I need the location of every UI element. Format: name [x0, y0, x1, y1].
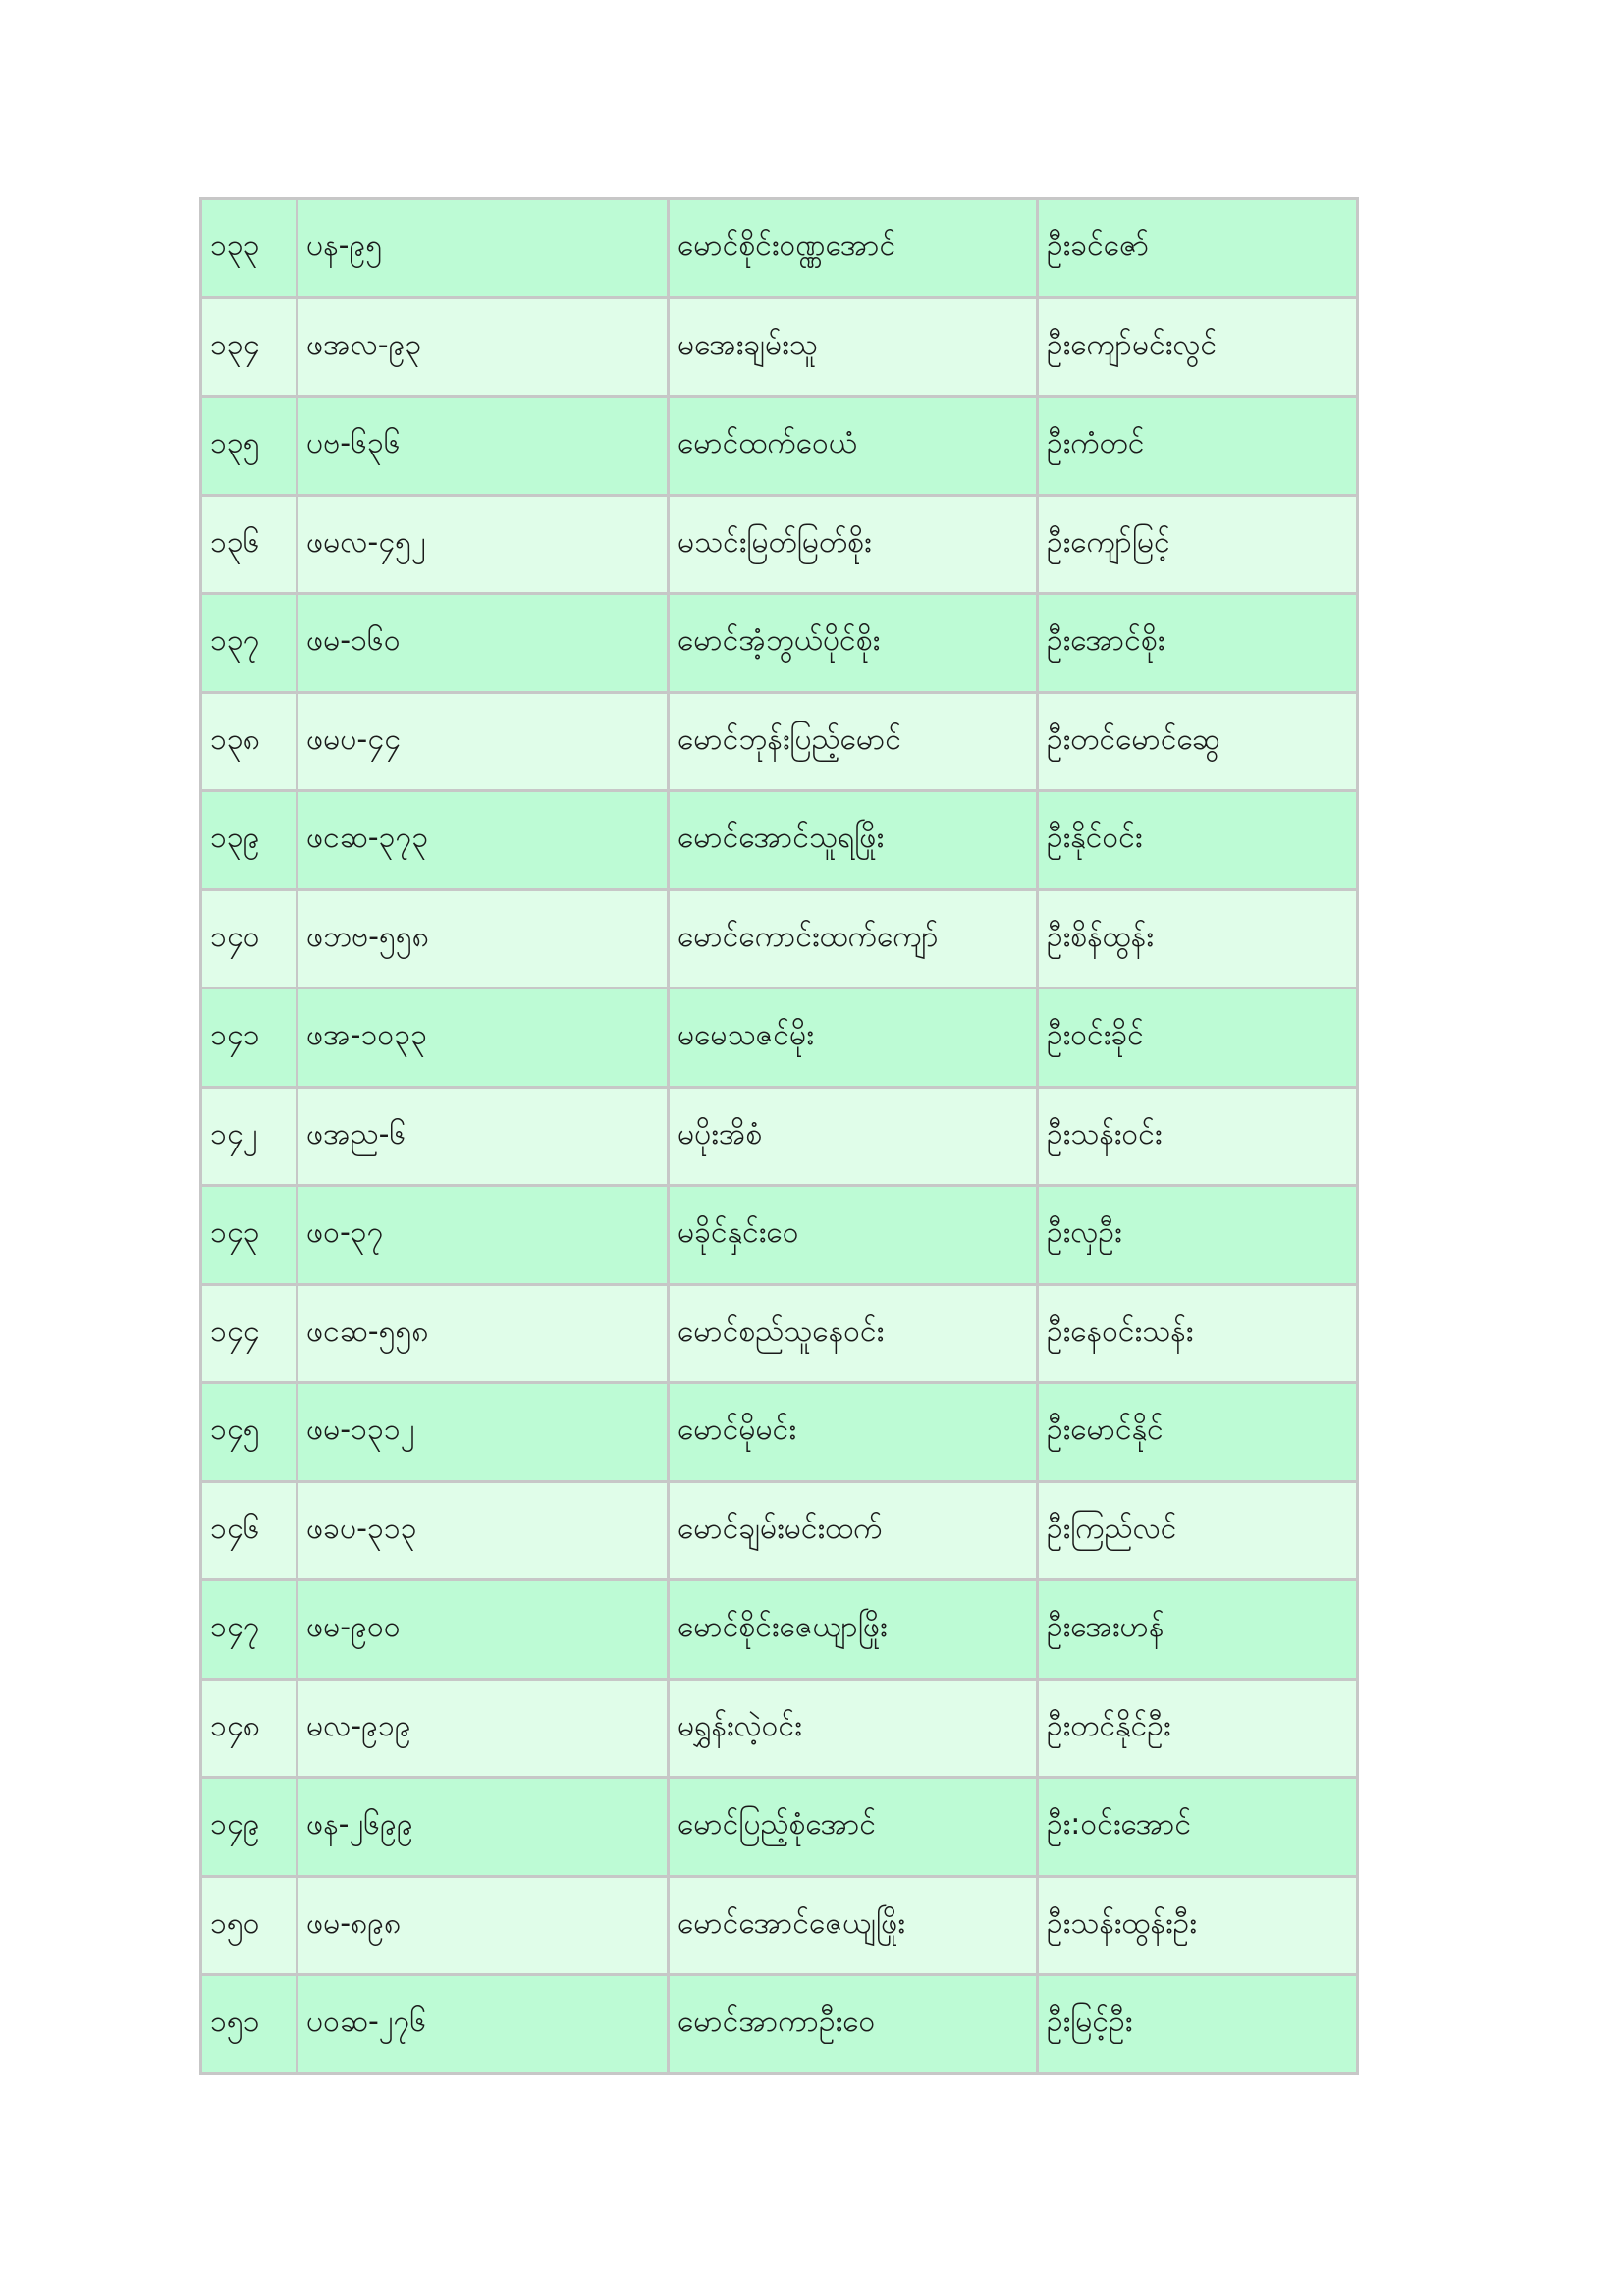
row-number-cell: ၁၄၆ — [201, 1481, 298, 1580]
father-name-cell: ဦးနေဝင်းသန်း — [1038, 1284, 1358, 1383]
row-number-cell: ၁၅၁ — [201, 1975, 298, 2074]
table-row — [201, 1679, 1358, 1778]
father-name-cell: ဦးဝင်းခိုင် — [1038, 988, 1358, 1088]
student-name-cell: မောင်ပြည့်စုံအောင် — [669, 1778, 1038, 1877]
student-name-cell: မောင်ဘုန်းပြည့်မောင် — [669, 692, 1038, 791]
table-row — [201, 1481, 1358, 1580]
student-name-cell: မအေးချမ်းသူ — [669, 297, 1038, 397]
table-row — [201, 1383, 1358, 1482]
registration-number-cell: ဖဘဗ-၅၅၈ — [298, 889, 669, 988]
table-row — [201, 397, 1358, 496]
table-row — [201, 791, 1358, 890]
row-number-cell: ၁၄၄ — [201, 1284, 298, 1383]
table-row — [201, 199, 1358, 298]
registration-number-cell: ဖခပ-၃၁၃ — [298, 1481, 669, 1580]
student-name-cell: မောင်စိုင်းဇေယျာဖြိုး — [669, 1580, 1038, 1680]
father-name-cell: ဦးနိုင်ဝင်း — [1038, 791, 1358, 890]
registration-number-cell: ဖငဆ-၅၅၈ — [298, 1284, 669, 1383]
father-name-cell: ဦးတင်မောင်ဆွေ — [1038, 692, 1358, 791]
table-row — [201, 594, 1358, 693]
registration-number-cell: ပဗ-၆၃၆ — [298, 397, 669, 496]
father-name-cell: ဦးမောင်နိုင် — [1038, 1383, 1358, 1482]
table-row — [201, 1778, 1358, 1877]
father-name-cell: ဦးကျော်မင်းလွင် — [1038, 297, 1358, 397]
student-name-cell: မောင်အံ့ဘွယ်ပိုင်စိုး — [669, 594, 1038, 693]
table-body — [201, 199, 1358, 2074]
father-name-cell: ဦးစိန်ထွန်း — [1038, 889, 1358, 988]
registration-number-cell: ဖမ-၁၃၁၂ — [298, 1383, 669, 1482]
student-name-cell: မောင်ချမ်းမင်းထက် — [669, 1481, 1038, 1580]
row-number-cell: ၁၅၀ — [201, 1876, 298, 1975]
registration-number-cell: ဖငဆ-၃၇၃ — [298, 791, 669, 890]
table-row — [201, 1284, 1358, 1383]
row-number-cell: ၁၄၈ — [201, 1679, 298, 1778]
row-number-cell: ၁၄၅ — [201, 1383, 298, 1482]
registration-number-cell: ပဝဆ-၂၇၆ — [298, 1975, 669, 2074]
student-name-cell: မောင်စိုင်းဝဏ္ဏအောင် — [669, 199, 1038, 298]
row-number-cell: ၁၃၅ — [201, 397, 298, 496]
row-number-cell: ၁၃၈ — [201, 692, 298, 791]
row-number-cell: ၁၃၃ — [201, 199, 298, 298]
father-name-cell: ဦးကျော်မြင့် — [1038, 495, 1358, 594]
registration-number-cell: ဖမလ-၄၅၂ — [298, 495, 669, 594]
student-name-cell: မမေသဇင်မိုး — [669, 988, 1038, 1088]
table-row — [201, 297, 1358, 397]
registration-number-cell: ဖအ-၁၀၃၃ — [298, 988, 669, 1088]
student-name-cell: မခိုင်နှင်းဝေ — [669, 1186, 1038, 1285]
table-row — [201, 1975, 1358, 2074]
row-number-cell: ၁၃၇ — [201, 594, 298, 693]
father-name-cell: ဦးတင်နိုင်ဦး — [1038, 1679, 1358, 1778]
student-list-table — [199, 197, 1359, 2075]
row-number-cell: ၁၄၀ — [201, 889, 298, 988]
father-name-cell: ဦးကံတင် — [1038, 397, 1358, 496]
student-name-cell: မရွှန်းလဲ့ဝင်း — [669, 1679, 1038, 1778]
row-number-cell: ၁၄၉ — [201, 1778, 298, 1877]
student-name-cell: မောင်ကောင်းထက်ကျော် — [669, 889, 1038, 988]
father-name-cell: ဦးသန်းဝင်း — [1038, 1087, 1358, 1186]
registration-number-cell: ဖန-၂၆၉၉ — [298, 1778, 669, 1877]
table-row — [201, 692, 1358, 791]
registration-number-cell: ဖမပ-၄၄ — [298, 692, 669, 791]
student-name-cell: မောင်အောင်ဇေယျဖြိုး — [669, 1876, 1038, 1975]
row-number-cell: ၁၄၁ — [201, 988, 298, 1088]
row-number-cell: ၁၄၂ — [201, 1087, 298, 1186]
row-number-cell: ၁၃၆ — [201, 495, 298, 594]
registration-number-cell: ပန-၉၅ — [298, 199, 669, 298]
student-name-cell: မောင်အောင်သူရဖြိုး — [669, 791, 1038, 890]
row-number-cell: ၁၄၃ — [201, 1186, 298, 1285]
registration-number-cell: ဖမ-၉၀၀ — [298, 1580, 669, 1680]
row-number-cell: ၁၄၇ — [201, 1580, 298, 1680]
table-row — [201, 1876, 1358, 1975]
row-number-cell: ၁၃၉ — [201, 791, 298, 890]
father-name-cell: ဦး:ဝင်းအောင် — [1038, 1778, 1358, 1877]
table-row — [201, 495, 1358, 594]
registration-number-cell: ဖအည-၆ — [298, 1087, 669, 1186]
student-name-cell: မပိုးအိစံ — [669, 1087, 1038, 1186]
father-name-cell: ဦးသန်းထွန်းဦး — [1038, 1876, 1358, 1975]
row-number-cell: ၁၃၄ — [201, 297, 298, 397]
student-name-cell: မောင်အာကာဦးဝေ — [669, 1975, 1038, 2074]
table-row — [201, 889, 1358, 988]
registration-number-cell: ဖဝ-၃၇ — [298, 1186, 669, 1285]
table-row — [201, 1186, 1358, 1285]
father-name-cell: ဦးအေးဟန် — [1038, 1580, 1358, 1680]
student-name-cell: မောင်ထက်ဝေယံ — [669, 397, 1038, 496]
registration-number-cell: မလ-၉၁၉ — [298, 1679, 669, 1778]
father-name-cell: ဦးအောင်စိုး — [1038, 594, 1358, 693]
table-row — [201, 988, 1358, 1088]
father-name-cell: ဦးမြင့်ဦး — [1038, 1975, 1358, 2074]
student-name-cell: မသင်းမြတ်မြတ်စိုး — [669, 495, 1038, 594]
registration-number-cell: ဖမ-၁၆၀ — [298, 594, 669, 693]
father-name-cell: ဦးကြည်လင် — [1038, 1481, 1358, 1580]
student-name-cell: မောင်မိုမင်း — [669, 1383, 1038, 1482]
student-name-cell: မောင်စည်သူနေဝင်း — [669, 1284, 1038, 1383]
table-row — [201, 1580, 1358, 1680]
student-list-table-container — [199, 197, 1356, 2075]
registration-number-cell: ဖအလ-၉၃ — [298, 297, 669, 397]
father-name-cell: ဦးခင်ဇော် — [1038, 199, 1358, 298]
table-row — [201, 1087, 1358, 1186]
father-name-cell: ဦးလှဦး — [1038, 1186, 1358, 1285]
registration-number-cell: ဖမ-၈၉၈ — [298, 1876, 669, 1975]
